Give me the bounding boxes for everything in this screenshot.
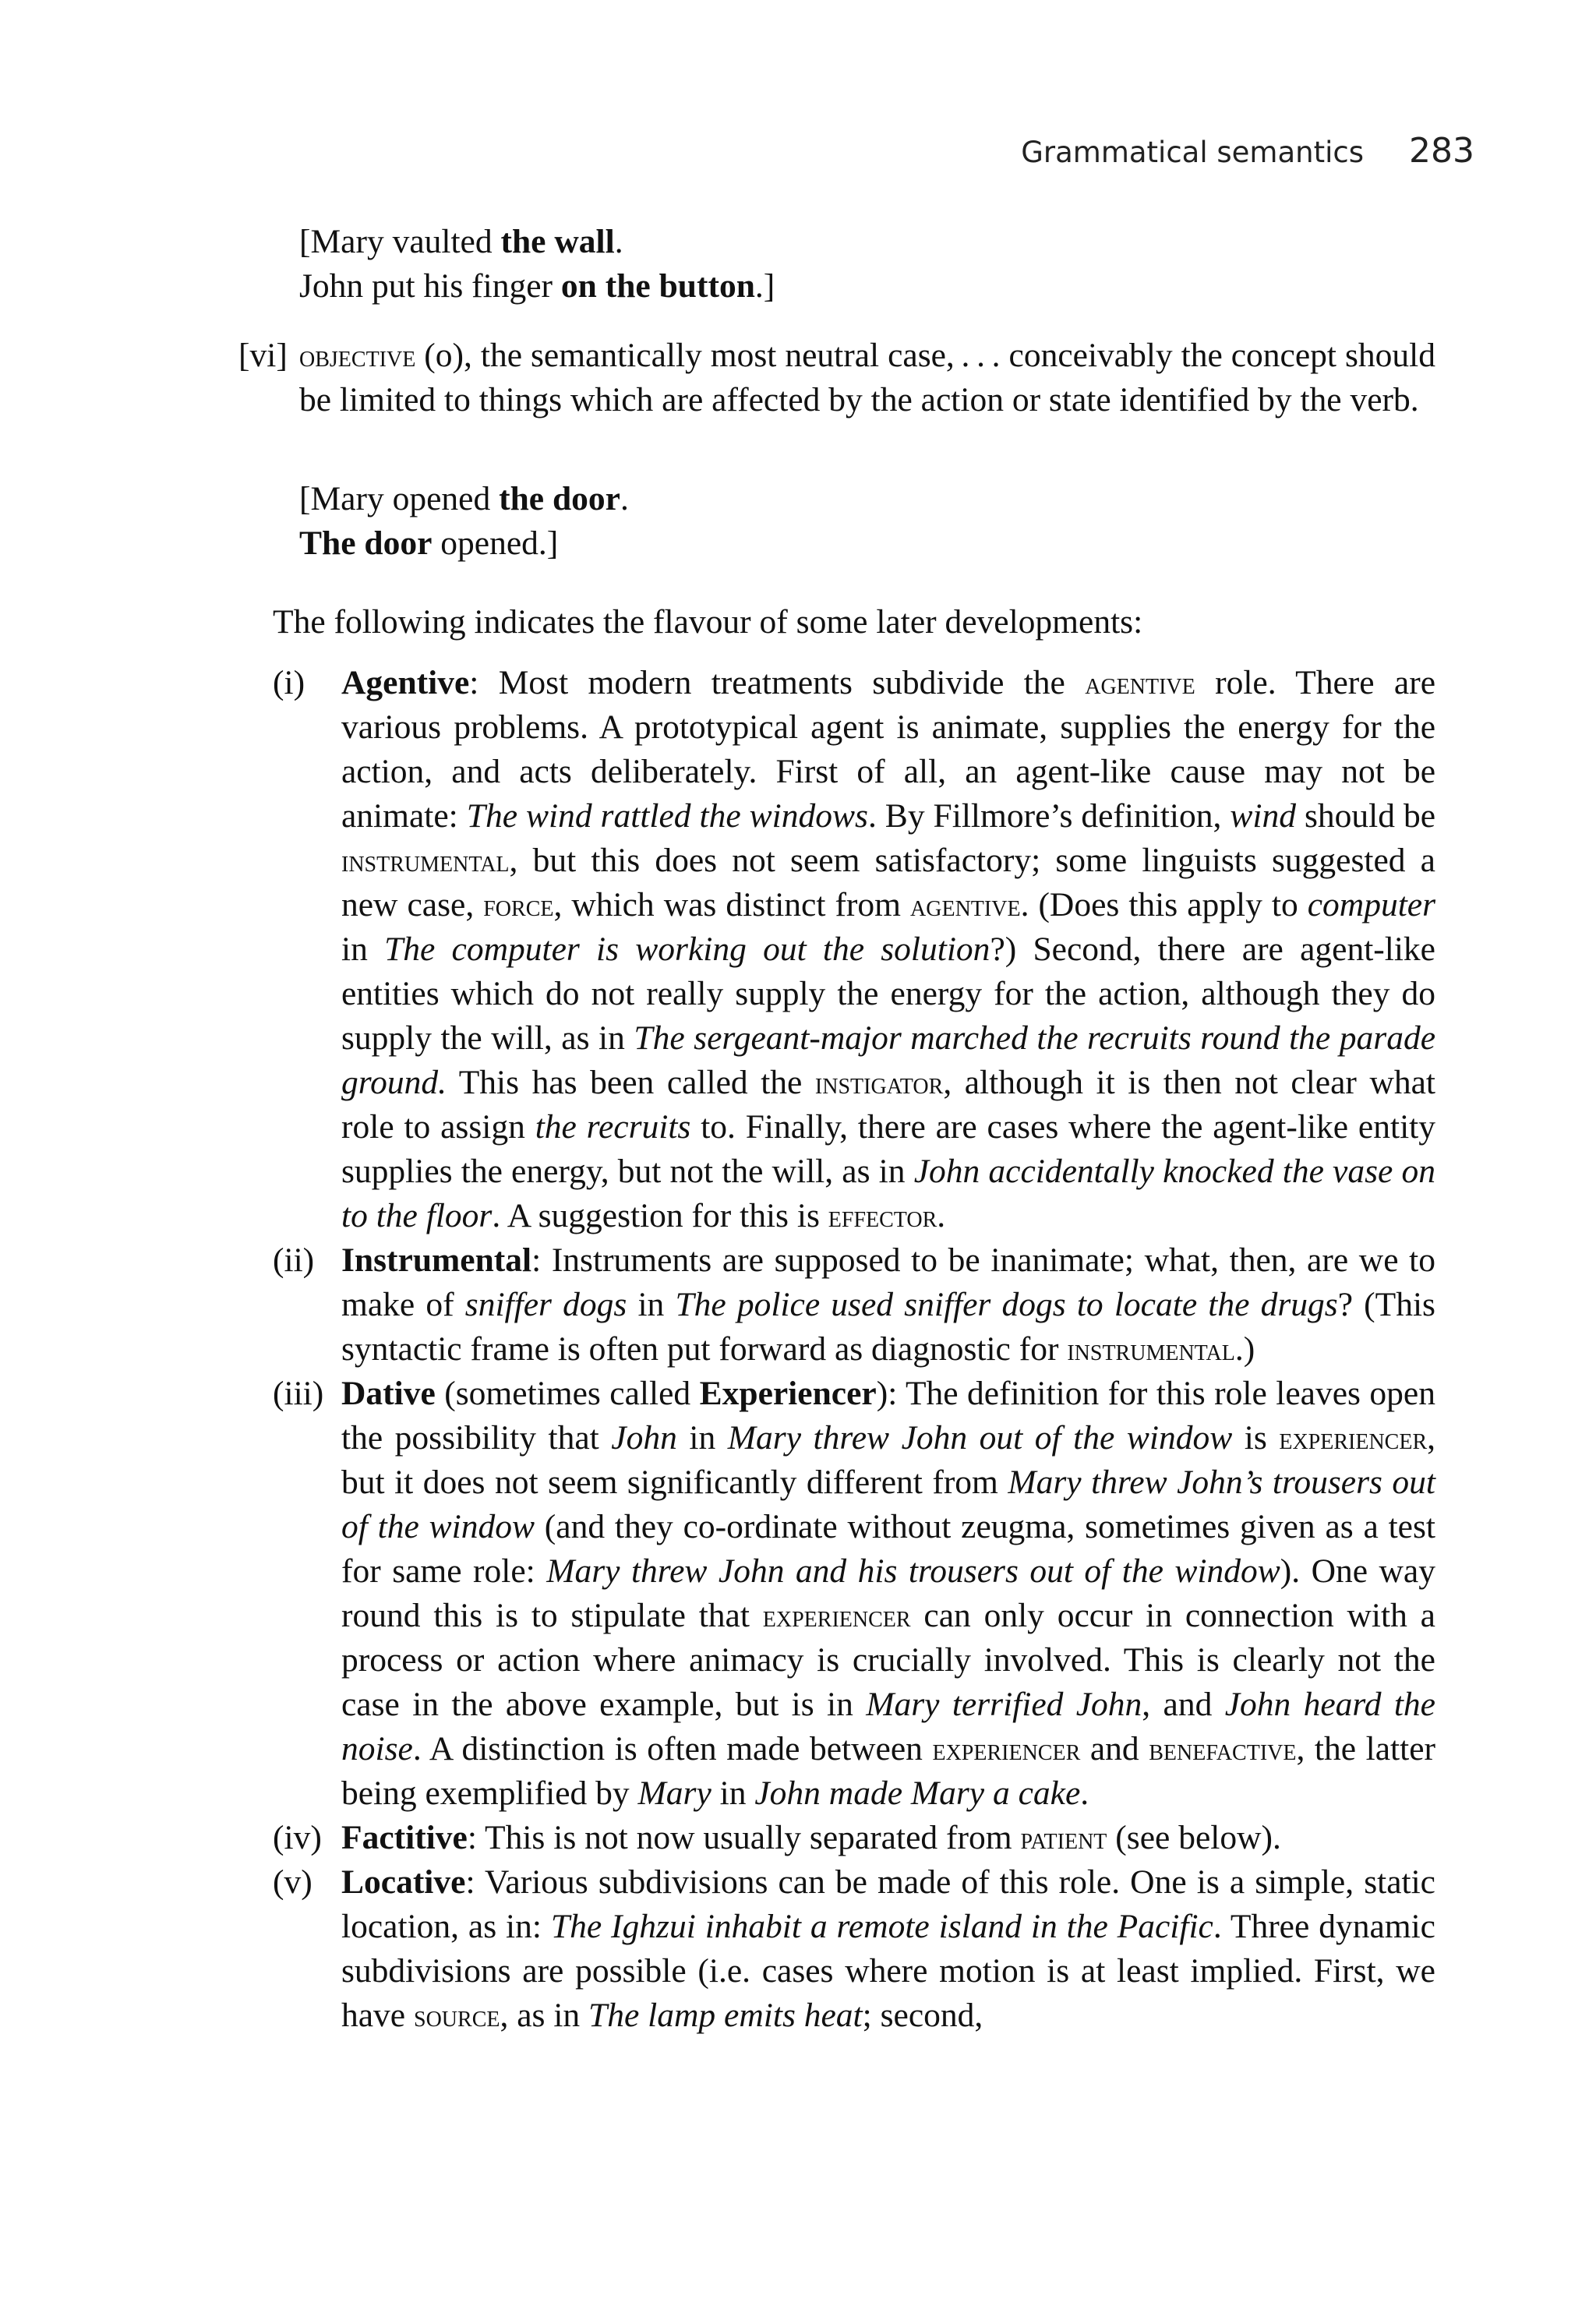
example-text: [Mary opened bbox=[299, 480, 500, 517]
list-item-instrumental bbox=[273, 1238, 1435, 1372]
item-vi-label: [vi] bbox=[238, 337, 288, 374]
example-vi-line-2 bbox=[299, 521, 629, 566]
item-text: Dative (sometimes called Experiencer): The definition for this role leaves open the possibility that John in Mary threw John out of the window is experiencer, but it does not seem significantly different from Mary threw John’s trousers out of the window (and they co-ordinate without zeugma, sometimes given as a test for same role: Mary threw John and his trousers out of the window). One way round this is to stipulate that experiencer can only occur in connection with a process or action where animacy is crucially involved. This is clearly not the case in the above example, but is in Mary terrified John, and John heard the noise. A distinction is often made between experiencer and benefactive, the latter being exemplified by Mary in John made Mary a cake. bbox=[341, 1375, 1436, 1812]
item-heading: Locative bbox=[341, 1863, 466, 1901]
example-bold-text: the wall bbox=[500, 223, 615, 260]
running-head-title: Grammatical semantics bbox=[1021, 136, 1365, 169]
example-v-line-1 bbox=[299, 220, 775, 264]
example-vi-line-1 bbox=[299, 477, 629, 521]
example-text: John put his finger bbox=[299, 267, 561, 305]
item-text: Locative: Various subdivisions can be made of this role. One is a simple, static location, as in: The Ighzui inhabit a remote island in the Pacific. Three dynamic subdivisions are possible (i.e. cases where motion is at least implied. First, we have source, as in The lamp emits heat; second, bbox=[341, 1863, 1435, 2034]
list-item-agentive bbox=[273, 661, 1435, 1238]
example-bold-text: The door bbox=[299, 524, 433, 562]
item-heading: Factitive bbox=[341, 1819, 468, 1856]
item-vi bbox=[238, 334, 1435, 422]
list-item-locative bbox=[273, 1860, 1435, 2038]
example-text: . bbox=[614, 223, 623, 260]
item-vi-text bbox=[299, 334, 1435, 422]
list-item-factitive bbox=[273, 1816, 1435, 1860]
example-v-line-2 bbox=[299, 264, 775, 309]
intro-paragraph: The following indicates the flavour of some later developments: bbox=[273, 603, 1143, 641]
item-heading: Agentive bbox=[341, 664, 470, 701]
item-number: (i) bbox=[273, 664, 305, 701]
item-text: Agentive: Most modern treatments subdivide the agentive role. There are various problems. A prototypical agent is animate, supplies the energy for the action, and acts deliberately. First of all, an agent-like cause may not be animate: The wind rattled the windows. By Fillmore’s definition, wind should be instrumental, but this does not seem satisfactory; some linguists suggested a new case, force, which was distinct from agentive. (Does this apply to computer in The computer is working out the solution?) Second, there are agent-like entities which do not really supply the energy for the action, although they do supply the will, as in The sergeant-major marched the recruits round the parade ground. This has been called the instigator, although it is then not clear what role to assign the recruits to. Finally, there are cases where the agent-like entity supplies the energy, but not the will, as in John accidentally knocked the vase on to the floor. A suggestion for this is effector. bbox=[341, 664, 1436, 1234]
small-caps-term: objective bbox=[299, 338, 416, 373]
item-heading: Experiencer bbox=[699, 1375, 877, 1412]
example-vi bbox=[299, 477, 629, 566]
list-item-dative bbox=[273, 1372, 1435, 1816]
example-bold-text: the door bbox=[499, 480, 620, 517]
item-heading: Dative bbox=[341, 1375, 436, 1412]
item-number: (iii) bbox=[273, 1375, 324, 1412]
example-bold-text: on the button bbox=[560, 267, 755, 305]
example-v bbox=[299, 220, 775, 309]
page-number: 283 bbox=[1409, 131, 1474, 171]
item-vi-body: (o), the semantically most neutral case, . . . conceivably the concept should be limited to things which are affected by the action or state identified by the verb. bbox=[299, 337, 1435, 418]
example-text: .] bbox=[754, 267, 775, 305]
example-text: [Mary vaulted bbox=[299, 223, 501, 260]
development-list bbox=[273, 661, 1435, 2038]
item-heading: Instrumental bbox=[341, 1241, 532, 1279]
item-number: (iv) bbox=[273, 1819, 322, 1856]
item-number: (ii) bbox=[273, 1241, 315, 1279]
item-text: Factitive: This is not now usually separated from patient (see below). bbox=[341, 1819, 1281, 1856]
example-text: opened.] bbox=[432, 524, 559, 562]
item-number: (v) bbox=[273, 1863, 312, 1901]
running-head bbox=[904, 131, 1474, 171]
example-text: . bbox=[620, 480, 629, 517]
item-text: Instrumental: Instruments are supposed to be inanimate; what, then, are we to make of sniffer dogs in The police used sniffer dogs to locate the drugs? (This syntactic frame is often put forward as diagnostic for instrumental.) bbox=[341, 1241, 1435, 1368]
